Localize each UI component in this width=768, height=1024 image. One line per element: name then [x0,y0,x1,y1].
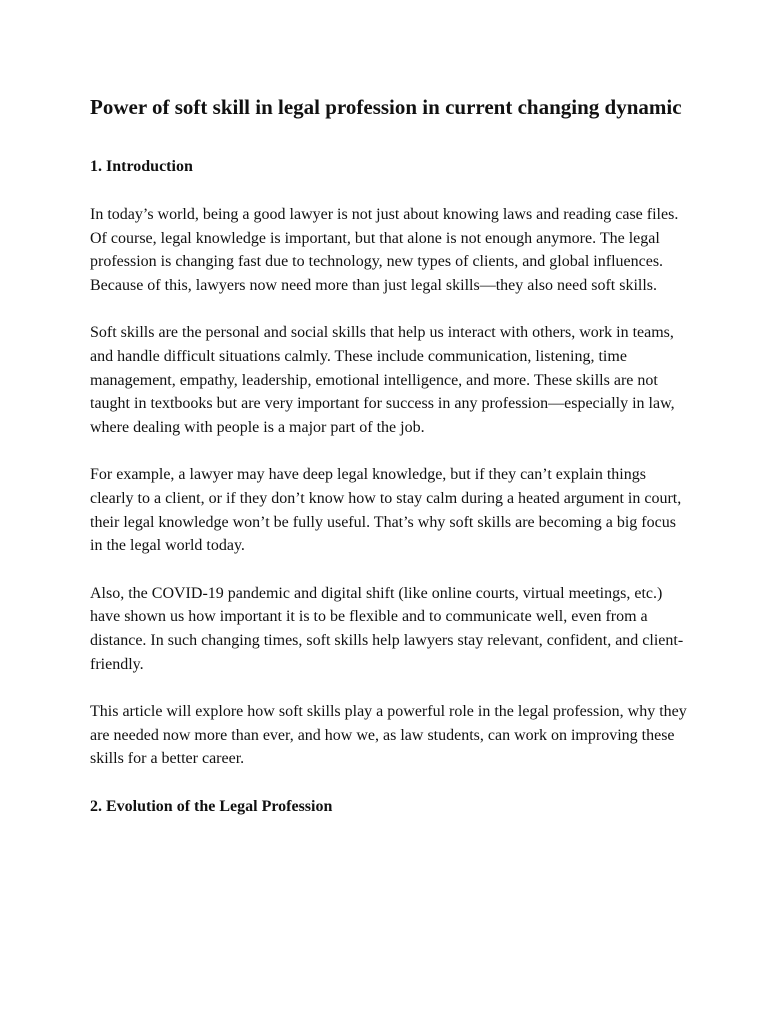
section-heading-evolution: 2. Evolution of the Legal Profession [90,797,333,815]
document-title: Power of soft skill in legal profession in current changing dynamic [90,95,682,119]
paragraph-1: In today’s world, being a good lawyer is not just about knowing laws and reading case files. Of course, legal knowledge is important, but that alone is not enough anymore. The legal profession is changing fast due to technology, new types of clients, and global influences. Because of this, lawyers now need more than just legal skills—they also need soft skills. [90,206,679,294]
paragraph-3: For example, a lawyer may have deep legal knowledge, but if they can’t explain things clearly to a client, or if they don’t know how to stay calm during a heated argument in court, their legal knowledge won’t be fully useful. That’s why soft skills are becoming a big focus in the legal world today. [90,466,682,555]
paragraph-5: This article will explore how soft skills play a powerful role in the legal profession, why they are needed now more than ever, and how we, as law students, can work on improving these skills for a better career. [90,703,687,768]
section-heading-introduction: 1. Introduction [90,158,193,175]
paragraph-4: Also, the COVID-19 pandemic and digital shift (like online courts, virtual meetings, etc.) have shown us how important it is to be flexible and to communicate well, even from a distance. In such changing times, soft skills help lawyers stay relevant, confident, and client-friendly. [90,584,684,673]
paragraph-2: Soft skills are the personal and social skills that help us interact with others, work in teams, and handle difficult situations calmly. These include communication, listening, time management, empathy, leadership, emotional intelligence, and more. These skills are not taught in textbooks but are very important for success in any profession—especially in law, where dealing with people is a major part of the job. [90,324,675,436]
document-page [90,92,690,843]
